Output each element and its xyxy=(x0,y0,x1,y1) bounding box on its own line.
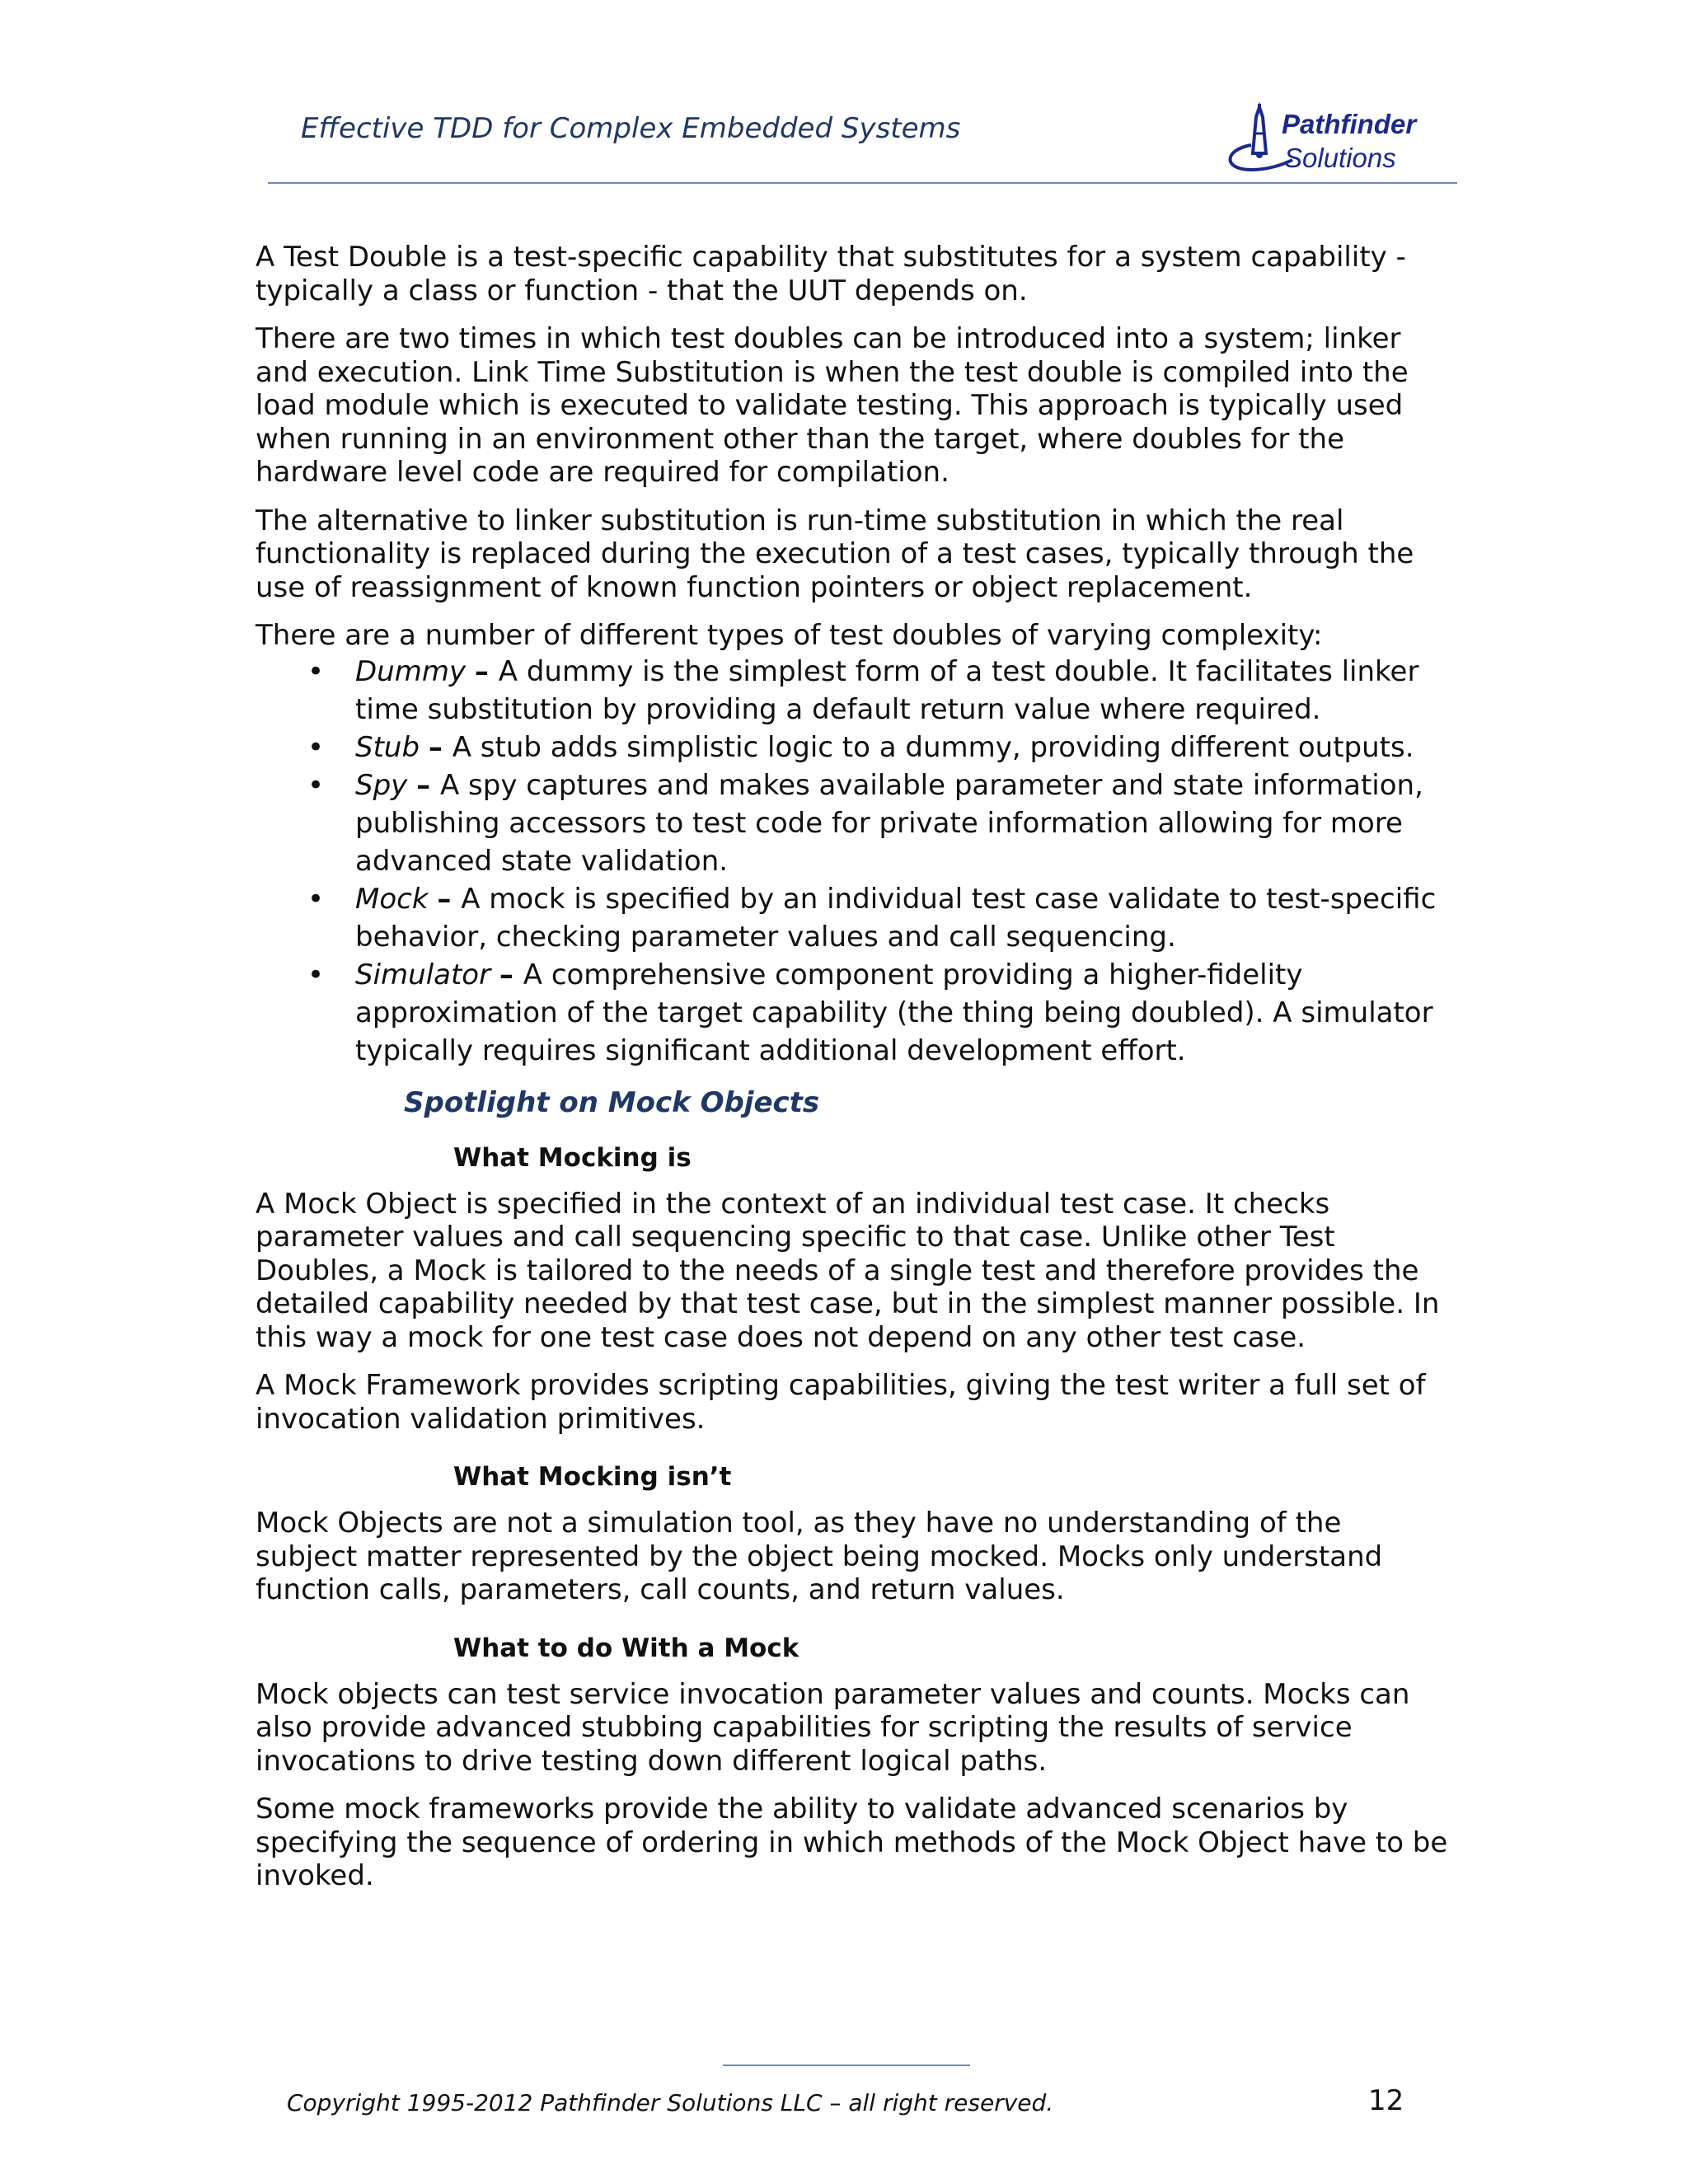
list-item-mock xyxy=(256,880,1451,956)
test-double-types-list xyxy=(256,653,1451,1070)
term-simulator: Simulator xyxy=(355,958,491,991)
dash-separator: – xyxy=(474,654,499,688)
dash-separator: – xyxy=(437,882,462,916)
logo-text-pathfinder: Pathfinder xyxy=(1282,109,1417,139)
bullet-icon: • xyxy=(307,730,325,764)
definition-spy: A spy captures and makes available parameter and state information, publishing accessors to test code for private information allowing for more advanced state validation. xyxy=(355,768,1423,878)
logo-text-solutions: Solutions xyxy=(1284,143,1396,173)
section-heading-spotlight: Spotlight on Mock Objects xyxy=(404,1085,820,1119)
term-mock: Mock xyxy=(355,882,429,916)
what-to-do-paragraph-2: Some mock frameworks provide the ability to validate advanced scenarios by specifying the sequence of ordering in which methods of the Mock Object have to be invoked. xyxy=(256,1793,1448,1892)
subheading-what-mocking-isnt: What Mocking isn’t xyxy=(453,1462,732,1492)
bullet-icon: • xyxy=(307,768,325,802)
page-body xyxy=(256,241,1451,1908)
list-item-stub xyxy=(256,729,1451,766)
definition-stub: A stub adds simplistic logic to a dummy, providing different outputs. xyxy=(452,730,1414,764)
term-dummy: Dummy xyxy=(355,654,467,688)
types-intro-paragraph: There are a number of different types of test doubles of varying complexity: xyxy=(256,619,1323,652)
dash-separator: – xyxy=(416,768,440,802)
list-item-spy xyxy=(256,766,1451,880)
footer-divider xyxy=(723,2064,970,2066)
intro-paragraph-3: The alternative to linker substitution is run-time substitution in which the real functionality is replaced during the execution of a test cases, typically through the use of reassignment of known function pointers or object replacement. xyxy=(256,504,1414,604)
bullet-icon: • xyxy=(307,958,325,991)
what-is-paragraph-2: A Mock Framework provides scripting capabilities, giving the test writer a full set of invocation validation primitives. xyxy=(256,1369,1426,1436)
term-stub: Stub xyxy=(355,730,420,764)
bullet-icon: • xyxy=(307,654,325,688)
list-item-simulator xyxy=(256,956,1451,1070)
what-is-paragraph-1: A Mock Object is specified in the context of an individual test case. It checks parameter values and call sequencing specific to that case. Unlike other Test Doubles, a Mock is tailored to the needs of a single test and therefore provides the detailed capability needed by that test case, but in the simplest manner possible. In this way a mock for one test case does not depend on any other test case. xyxy=(256,1187,1440,1354)
bullet-icon: • xyxy=(307,882,325,916)
definition-dummy: A dummy is the simplest form of a test double. It facilitates linker time substitution by providing a default return value where required. xyxy=(355,654,1419,726)
definition-mock: A mock is specified by an individual test case validate to test-specific behavior, checking parameter values and call sequencing. xyxy=(355,882,1437,954)
subheading-what-mocking-is: What Mocking is xyxy=(453,1142,692,1173)
page-number: 12 xyxy=(1368,2084,1404,2117)
what-to-do-paragraph-1: Mock objects can test service invocation parameter values and counts. Mocks can also provide advanced stubbing capabilities for scripting the results of service invocations to drive testing down different logical paths. xyxy=(256,1677,1410,1778)
subheading-what-to-do: What to do With a Mock xyxy=(453,1633,799,1663)
dash-separator: – xyxy=(428,730,452,764)
running-header-title: Effective TDD for Complex Embedded Systems xyxy=(301,112,961,145)
list-item-dummy xyxy=(256,653,1451,729)
intro-paragraph-2: There are two times in which test doubles can be introduced into a system; linker and execution. Link Time Substitution is when the test double is compiled into the load module which is executed to validate testing. This approach is typically used when running in an environment other than the target, where doubles for the hardware level code are required for compilation. xyxy=(256,322,1409,489)
footer-copyright: Copyright 1995-2012 Pathfinder Solutions LLC – all right reserved. xyxy=(287,2089,1054,2116)
intro-paragraph-1: A Test Double is a test-specific capability that substitutes for a system capability - typically a class or function - that the UUT depends on. xyxy=(256,241,1406,307)
what-isnt-paragraph-1: Mock Objects are not a simulation tool, as they have no understanding of the subject matter represented by the object being mocked. Mocks only understand function calls, parameters, call counts, and return values. xyxy=(256,1507,1383,1606)
dash-separator: – xyxy=(499,958,523,991)
header-divider xyxy=(268,182,1457,184)
term-spy: Spy xyxy=(355,768,408,802)
definition-simulator: A comprehensive component providing a higher-fidelity approximation of the target capability (the thing being doubled). A simulator typically requires significant additional development effort. xyxy=(355,958,1433,1067)
